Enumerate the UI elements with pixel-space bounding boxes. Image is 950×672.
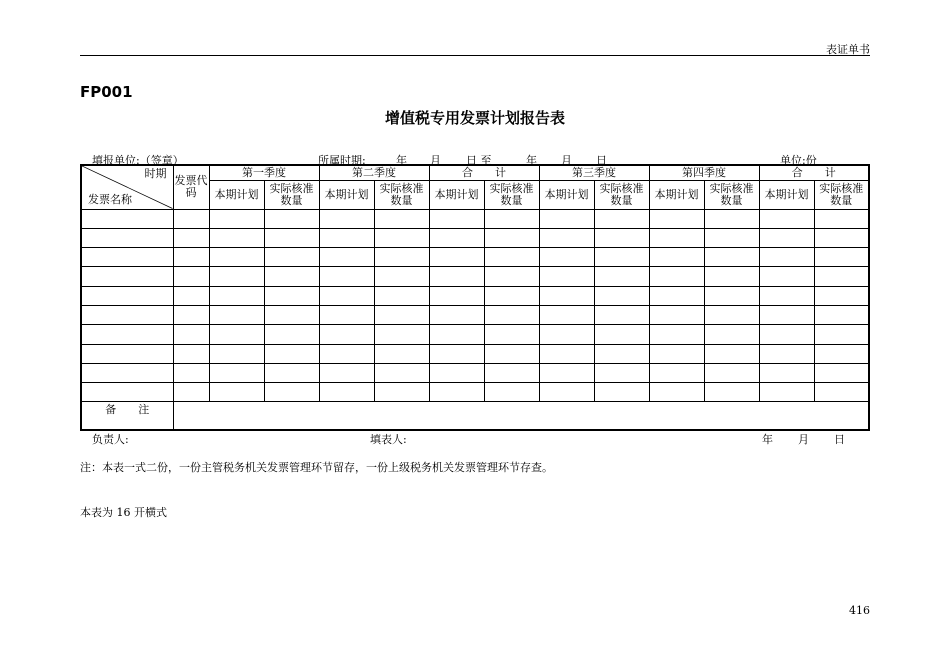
plan-subheader: 本期计划 (319, 180, 374, 209)
table-cell[interactable] (429, 344, 484, 363)
plan-subheader: 本期计划 (759, 180, 814, 209)
form-code: FP001 (80, 83, 133, 101)
table-cell[interactable] (759, 228, 814, 247)
actual-approved-subheader: 实际核准数量 (594, 180, 649, 209)
period-group-header: 合 计 (429, 165, 539, 180)
table-cell[interactable] (173, 286, 209, 305)
table-cell[interactable] (429, 363, 484, 382)
table-cell[interactable] (209, 325, 264, 344)
table-cell[interactable] (704, 383, 759, 402)
period-group-header: 合 计 (759, 165, 869, 180)
table-cell[interactable] (484, 286, 539, 305)
table-cell[interactable] (81, 325, 173, 344)
table-cell[interactable] (814, 286, 869, 305)
table-cell[interactable] (759, 383, 814, 402)
table-cell[interactable] (209, 228, 264, 247)
table-cell[interactable] (319, 325, 374, 344)
table-cell[interactable] (759, 248, 814, 267)
table-cell[interactable] (209, 248, 264, 267)
table-row (81, 305, 869, 324)
table-cell[interactable] (539, 344, 594, 363)
table-cell[interactable] (264, 267, 319, 286)
table-cell[interactable] (704, 344, 759, 363)
table-cell[interactable] (759, 209, 814, 228)
table-cell[interactable] (81, 267, 173, 286)
table-cell[interactable] (484, 363, 539, 382)
table-cell[interactable] (484, 248, 539, 267)
table-cell[interactable] (484, 305, 539, 324)
plan-subheader: 本期计划 (539, 180, 594, 209)
actual-approved-subheader: 实际核准数量 (374, 180, 429, 209)
table-cell[interactable] (429, 248, 484, 267)
table-cell[interactable] (759, 344, 814, 363)
table-cell[interactable] (264, 248, 319, 267)
table-row (81, 363, 869, 382)
table-cell[interactable] (264, 325, 319, 344)
table-cell[interactable] (319, 248, 374, 267)
table-cell[interactable] (209, 344, 264, 363)
table-cell[interactable] (319, 344, 374, 363)
period-month-start: 月 (430, 154, 441, 167)
sign-month-label: 月 (798, 433, 809, 446)
header-rule (80, 55, 870, 56)
table-row (81, 344, 869, 363)
responsible-person-label: 负责人: (92, 433, 129, 446)
table-cell[interactable] (649, 363, 704, 382)
document-type-label: 表证单书 (826, 43, 870, 56)
table-cell[interactable] (814, 228, 869, 247)
table-cell[interactable] (484, 267, 539, 286)
unit-label: 单位:份 (780, 154, 817, 167)
table-cell[interactable] (374, 209, 429, 228)
table-cell[interactable] (81, 209, 173, 228)
table-cell[interactable] (484, 383, 539, 402)
table-cell[interactable] (173, 267, 209, 286)
form-title: 增值税专用发票计划报告表 (384, 109, 565, 127)
table-cell[interactable] (704, 228, 759, 247)
table-cell[interactable] (264, 344, 319, 363)
table-cell[interactable] (594, 248, 649, 267)
table-cell[interactable] (594, 325, 649, 344)
table-cell[interactable] (81, 286, 173, 305)
table-cell[interactable] (374, 228, 429, 247)
table-cell[interactable] (374, 383, 429, 402)
plan-subheader: 本期计划 (429, 180, 484, 209)
table-cell[interactable] (319, 286, 374, 305)
footnote: 注：本表一式二份，一份主管税务机关发票管理环节留存，一份上级税务机关发票管理环节存查。 (80, 461, 553, 474)
table-cell[interactable] (264, 305, 319, 324)
period-month-end: 月 (561, 154, 572, 167)
table-row (81, 383, 869, 402)
table-cell[interactable] (814, 248, 869, 267)
invoice-plan-table (80, 164, 870, 431)
table-cell[interactable] (429, 305, 484, 324)
period-group-header: 第一季度 (209, 165, 319, 180)
period-year-start: 年 (396, 154, 407, 167)
table-cell[interactable] (649, 286, 704, 305)
table-row (81, 325, 869, 344)
table-cell[interactable] (429, 228, 484, 247)
table-cell[interactable] (209, 286, 264, 305)
table-cell[interactable] (319, 383, 374, 402)
table-cell[interactable] (374, 286, 429, 305)
table-cell[interactable] (374, 305, 429, 324)
period-day-end: 日 (596, 154, 607, 167)
table-cell[interactable] (209, 267, 264, 286)
period-label: 所属时期: (318, 154, 366, 167)
corner-invoice-name-label: 发票名称 (88, 192, 132, 206)
table-row (81, 286, 869, 305)
table-cell[interactable] (594, 344, 649, 363)
table-cell[interactable] (81, 344, 173, 363)
table-cell[interactable] (539, 267, 594, 286)
table-cell[interactable] (814, 209, 869, 228)
table-cell[interactable] (209, 383, 264, 402)
table-cell[interactable] (704, 209, 759, 228)
format-note: 本表为 16 开横式 (80, 506, 167, 519)
table-cell[interactable] (814, 383, 869, 402)
table-cell[interactable] (81, 305, 173, 324)
table-cell[interactable] (319, 267, 374, 286)
table-cell[interactable] (173, 209, 209, 228)
table-cell[interactable] (539, 383, 594, 402)
table-cell[interactable] (704, 363, 759, 382)
table-cell[interactable] (649, 267, 704, 286)
table-cell[interactable] (814, 363, 869, 382)
table-cell[interactable] (319, 363, 374, 382)
period-year-end: 年 (526, 154, 537, 167)
table-cell[interactable] (264, 383, 319, 402)
table-cell[interactable] (81, 248, 173, 267)
table-cell[interactable] (173, 344, 209, 363)
table-cell[interactable] (814, 325, 869, 344)
table-cell[interactable] (209, 305, 264, 324)
table-row (81, 267, 869, 286)
actual-approved-subheader: 实际核准数量 (814, 180, 869, 209)
table-cell[interactable] (429, 286, 484, 305)
table-cell[interactable] (209, 363, 264, 382)
table-cell[interactable] (264, 286, 319, 305)
table-cell[interactable] (319, 228, 374, 247)
table-cell[interactable] (594, 209, 649, 228)
actual-approved-subheader: 实际核准数量 (704, 180, 759, 209)
remark-field[interactable] (173, 402, 869, 430)
sign-day-label: 日 (834, 433, 845, 446)
remark-label: 备 注 (81, 402, 173, 430)
table-cell[interactable] (429, 383, 484, 402)
table-cell[interactable] (484, 344, 539, 363)
actual-approved-subheader: 实际核准数量 (264, 180, 319, 209)
table-cell[interactable] (649, 344, 704, 363)
table-cell[interactable] (539, 305, 594, 324)
table-cell[interactable] (759, 363, 814, 382)
table-cell[interactable] (173, 305, 209, 324)
table-cell[interactable] (429, 267, 484, 286)
table-cell[interactable] (264, 228, 319, 247)
table-cell[interactable] (173, 228, 209, 247)
table-cell[interactable] (484, 228, 539, 247)
table-cell[interactable] (814, 344, 869, 363)
table-row (81, 228, 869, 247)
period-group-header: 第四季度 (649, 165, 759, 180)
table-cell[interactable] (594, 305, 649, 324)
table-cell[interactable] (81, 363, 173, 382)
table-row (81, 248, 869, 267)
table-cell[interactable] (539, 248, 594, 267)
invoice-code-header: 发票代码 (173, 165, 209, 209)
table-cell[interactable] (814, 305, 869, 324)
table-cell[interactable] (173, 383, 209, 402)
table-cell[interactable] (374, 363, 429, 382)
table-cell[interactable] (319, 209, 374, 228)
table-cell[interactable] (759, 305, 814, 324)
table-cell[interactable] (484, 325, 539, 344)
table-cell[interactable] (704, 325, 759, 344)
table-cell[interactable] (759, 267, 814, 286)
table-cell[interactable] (429, 325, 484, 344)
preparer-label: 填表人: (370, 433, 407, 446)
table-cell[interactable] (649, 209, 704, 228)
table-cell[interactable] (264, 209, 319, 228)
table-cell[interactable] (264, 363, 319, 382)
table-cell[interactable] (209, 209, 264, 228)
table-cell[interactable] (173, 325, 209, 344)
sign-year-label: 年 (762, 433, 773, 446)
table-cell[interactable] (539, 363, 594, 382)
period-group-header: 第二季度 (319, 165, 429, 180)
table-cell[interactable] (484, 209, 539, 228)
table-cell[interactable] (594, 286, 649, 305)
table-cell[interactable] (539, 325, 594, 344)
corner-period-label: 时期 (144, 167, 167, 180)
table-cell[interactable] (173, 248, 209, 267)
table-cell[interactable] (81, 228, 173, 247)
table-cell[interactable] (704, 305, 759, 324)
table-cell[interactable] (759, 325, 814, 344)
table-cell[interactable] (539, 228, 594, 247)
table-cell[interactable] (594, 383, 649, 402)
remark-row (81, 402, 869, 430)
table-cell[interactable] (594, 363, 649, 382)
table-cell[interactable] (429, 209, 484, 228)
table-cell[interactable] (594, 267, 649, 286)
period-day-to: 日 至 (466, 154, 492, 167)
table-cell[interactable] (374, 248, 429, 267)
table-row (81, 209, 869, 228)
table-cell[interactable] (539, 286, 594, 305)
table-cell[interactable] (649, 325, 704, 344)
actual-approved-subheader: 实际核准数量 (484, 180, 539, 209)
table-cell[interactable] (649, 228, 704, 247)
table-cell[interactable] (649, 383, 704, 402)
period-group-header: 第三季度 (539, 165, 649, 180)
table-cell[interactable] (704, 286, 759, 305)
table-cell[interactable] (814, 267, 869, 286)
table-cell[interactable] (704, 248, 759, 267)
table-cell[interactable] (81, 383, 173, 402)
table-cell[interactable] (649, 305, 704, 324)
plan-subheader: 本期计划 (209, 180, 264, 209)
table-cell[interactable] (319, 305, 374, 324)
table-cell[interactable] (374, 325, 429, 344)
table-cell[interactable] (173, 363, 209, 382)
plan-subheader: 本期计划 (649, 180, 704, 209)
table-cell[interactable] (374, 267, 429, 286)
table-cell[interactable] (539, 209, 594, 228)
table-cell[interactable] (649, 248, 704, 267)
filler-unit-label: 填报单位:（签章） (92, 154, 184, 167)
table-cell[interactable] (759, 286, 814, 305)
table-cell[interactable] (594, 228, 649, 247)
table-cell[interactable] (374, 344, 429, 363)
page-number: 416 (849, 604, 870, 617)
table-cell[interactable] (704, 267, 759, 286)
corner-header-cell (81, 165, 173, 209)
